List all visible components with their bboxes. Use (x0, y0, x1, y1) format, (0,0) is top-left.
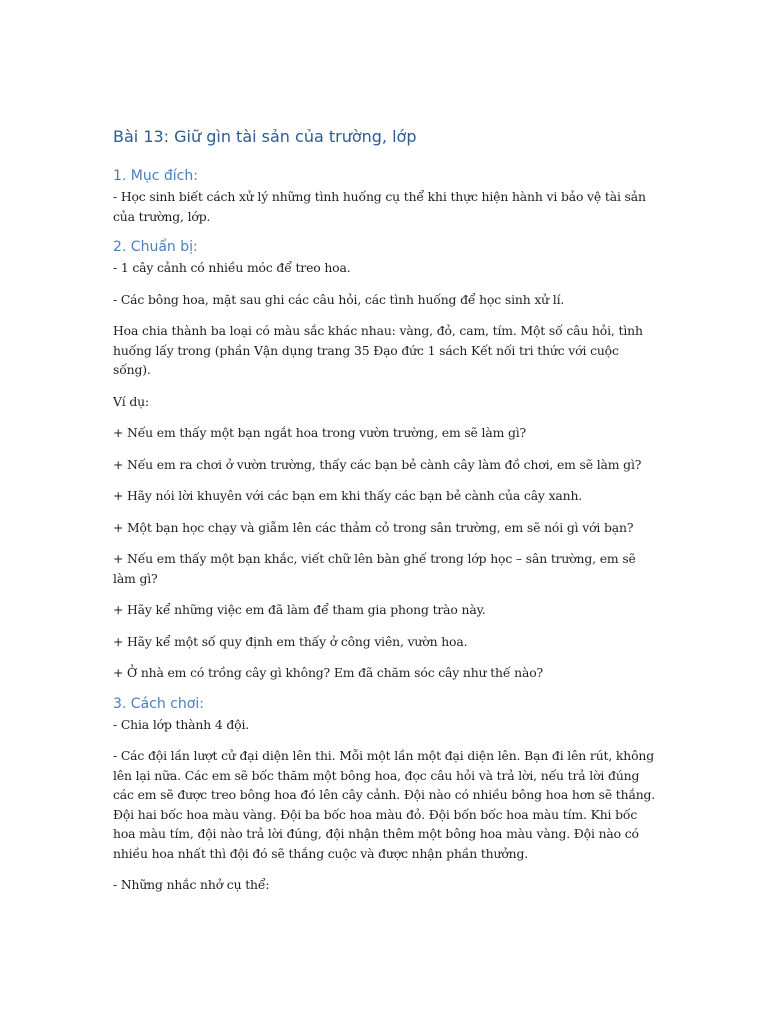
section-heading-purpose: 1. Mục đích: (113, 168, 198, 184)
list-item: + Hãy kể những việc em đã làm để tham gia phong trào này. (113, 602, 486, 617)
document-body (113, 127, 658, 907)
paragraph: Ví dụ: (113, 393, 150, 409)
paragraph: - Các bông hoa, mặt sau ghi các câu hỏi, các tình huống để học sinh xử lí. (113, 291, 565, 307)
list-item: + Hãy nói lời khuyên với các bạn em khi thấy các bạn bẻ cành của cây xanh. (113, 488, 583, 503)
paragraph: - Những nhắc nhở cụ thể: (113, 877, 270, 892)
paragraph: - 1 cây cảnh có nhiều móc để treo hoa. (113, 260, 351, 275)
section-how-to-play (113, 695, 658, 895)
paragraph: Hoa chia thành ba loại có màu sắc khác nhau: vàng, đỏ, cam, tím. Một số câu hỏi, tình huống lấy trong (phần Vận dụng trang 35 Đạo đức 1 sách Kết nối tri thức với cuộc sống). (113, 323, 643, 377)
paragraph: - Học sinh biết cách xử lý những tình huống cụ thể khi thực hiện hành vi bảo vệ tài sản của trường, lớp. (113, 189, 646, 224)
section-purpose (113, 167, 658, 226)
list-item: + Nếu em thấy một bạn ngắt hoa trong vườn trường, em sẽ làm gì? (113, 425, 527, 440)
list-item: + Hãy kể một số quy định em thấy ở công viên, vườn hoa. (113, 633, 468, 649)
page-title: Bài 13: Giữ gìn tài sản của trường, lớp (113, 127, 417, 146)
section-preparation (113, 238, 658, 683)
section-heading-preparation: 2. Chuẩn bị: (113, 239, 198, 255)
section-heading-how-to-play: 3. Cách chơi: (113, 695, 204, 712)
list-item: + Ở nhà em có trồng cây gì không? Em đã chăm sóc cây như thế nào? (113, 665, 544, 680)
list-item: + Nếu em thấy một bạn khắc, viết chữ lên bàn ghế trong lớp học – sân trường, em sẽ làm gì? (113, 551, 636, 586)
paragraph: - Chia lớp thành 4 đội. (113, 716, 250, 732)
list-item: + Nếu em ra chơi ở vườn trường, thấy các bạn bẻ cành cây làm đồ chơi, em sẽ làm gì? (113, 456, 642, 472)
paragraph: - Các đội lần lượt cử đại diện lên thi. Mỗi một lần một đại diện lên. Bạn đi lên rút, không lên lại nữa. Các em sẽ bốc thăm một bông hoa, đọc câu hỏi và trả lời, nếu trả lời đúng các em sẽ được treo bông hoa đó lên cây cảnh. Đội nào có nhiều bông hoa hơn sẽ thắng. Đội hai bốc hoa màu vàng. Đội ba bốc hoa màu đỏ. Đội bốn bốc hoa màu tím. Khi bốc hoa màu tím, đội nào trả lời đúng, đội nhận thêm một bông hoa màu vàng. Đội nào có nhiều hoa nhất thì đội đó sẽ thắng cuộc và được nhận phần thưởng. (113, 748, 656, 861)
list-item: + Một bạn học chạy và giẫm lên các thảm cỏ trong sân trường, em sẽ nói gì với bạn? (113, 519, 634, 535)
